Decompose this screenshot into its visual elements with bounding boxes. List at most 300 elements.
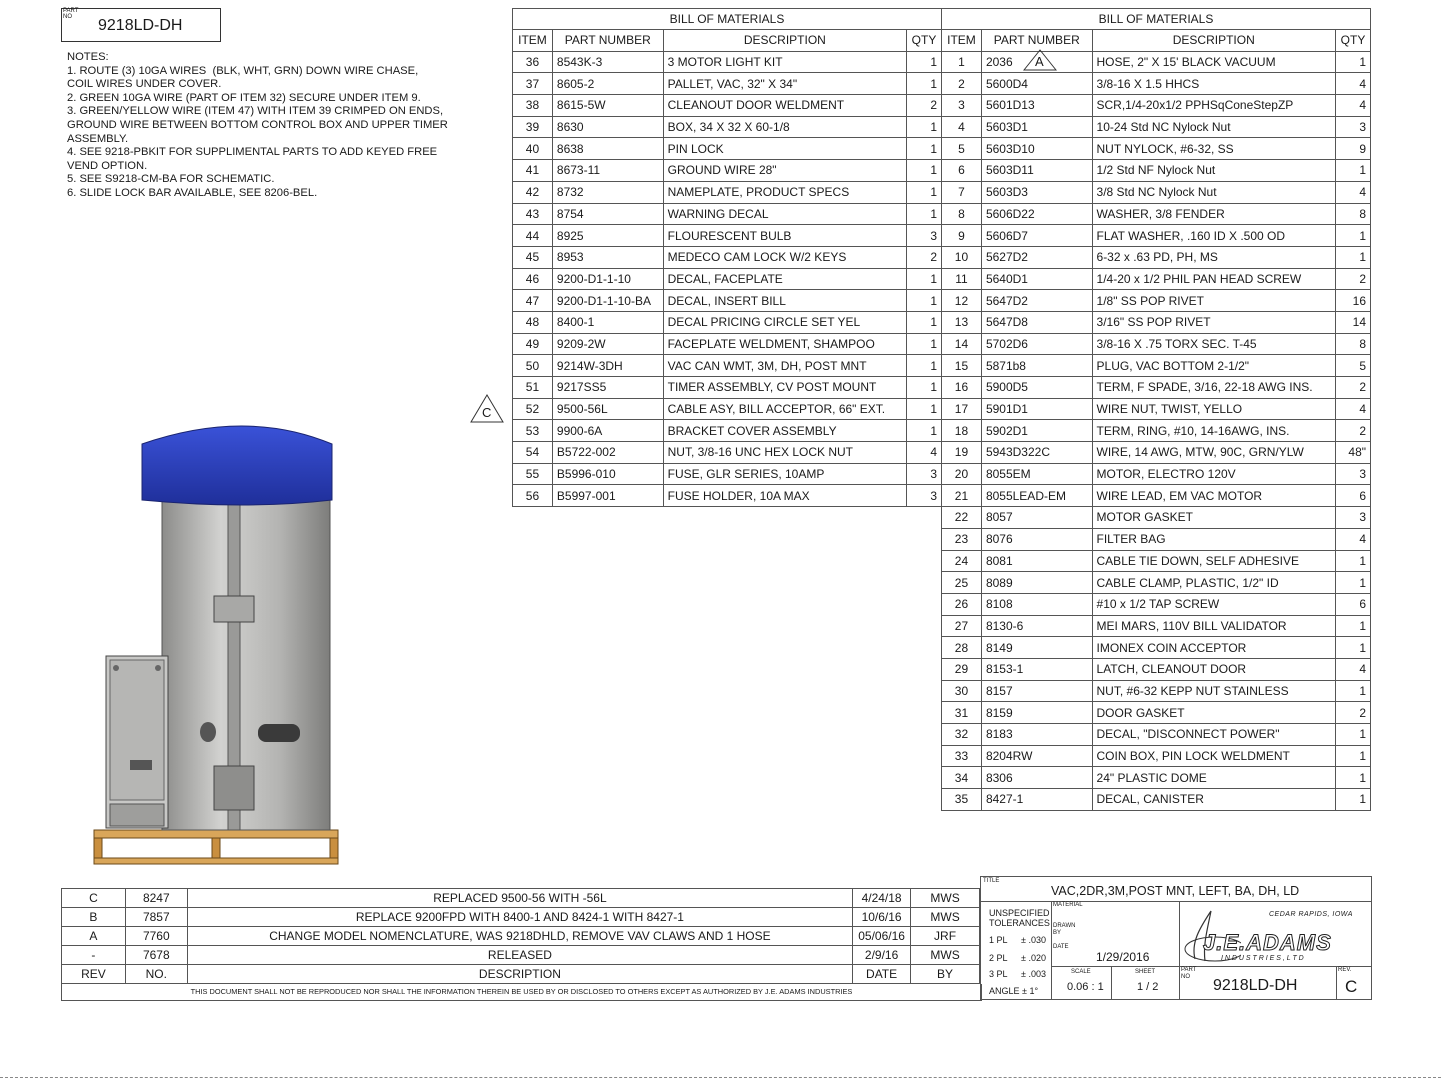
item-cell: 15 xyxy=(942,355,982,377)
description-cell: 3/8-16 X .75 TORX SEC. T-45 xyxy=(1092,333,1336,355)
bom-row xyxy=(942,138,1371,160)
part-no-label: PART NO xyxy=(1181,967,1197,980)
canister xyxy=(162,480,330,830)
rev-col-no: NO. xyxy=(125,965,187,984)
part-number-cell: 8630 xyxy=(552,116,663,138)
part-number-cell: 8057 xyxy=(981,507,1092,529)
description-cell: FLAT WASHER, .160 ID X .500 OD xyxy=(1092,225,1336,247)
qty-cell: 2 xyxy=(1336,420,1371,442)
description-cell: PALLET, VAC, 32" X 34" xyxy=(663,73,906,95)
qty-cell: 1 xyxy=(1336,615,1371,637)
item-cell: 53 xyxy=(513,420,553,442)
description-cell: SCR,1/4-20x1/2 PPHSqConeStepZP xyxy=(1092,95,1336,117)
rev-date-cell: 05/06/16 xyxy=(853,927,911,946)
control-box xyxy=(106,656,168,828)
item-cell: 18 xyxy=(942,420,982,442)
eco-number-cell: 8247 xyxy=(125,889,187,908)
bom-row xyxy=(942,290,1371,312)
confidentiality-footer: THIS DOCUMENT SHALL NOT BE REPRODUCED NOR SHALL THE INFORMATION THEREIN BE USED BY OR DISCLOSED TO OTHERS EXCEPT AS AUTHORIZED BY J.E. ADAMS INDUSTRIES xyxy=(61,984,982,1001)
description-cell: CABLE TIE DOWN, SELF ADHESIVE xyxy=(1092,550,1336,572)
description-cell: TIMER ASSEMBLY, CV POST MOUNT xyxy=(663,377,906,399)
revision-row xyxy=(62,889,980,908)
qty-cell: 14 xyxy=(1336,311,1371,333)
description-cell: HOSE, 2" X 15' BLACK VACUUM xyxy=(1092,51,1336,73)
description-cell: MOTOR, ELECTRO 120V xyxy=(1092,463,1336,485)
bom-row xyxy=(942,377,1371,399)
description-cell: FUSE HOLDER, 10A MAX xyxy=(663,485,906,507)
description-cell: NUT NYLOCK, #6-32, SS xyxy=(1092,138,1336,160)
revision-row xyxy=(62,908,980,927)
part-number-cell: 5640D1 xyxy=(981,268,1092,290)
description-cell: DECAL, CANISTER xyxy=(1092,789,1336,811)
part-number-cell: 5902D1 xyxy=(981,420,1092,442)
qty-cell: 3 xyxy=(907,463,942,485)
part-number-cell: 5603D11 xyxy=(981,160,1092,182)
qty-cell: 1 xyxy=(1336,789,1371,811)
part-number-cell: 8306 xyxy=(981,767,1092,789)
item-cell: 34 xyxy=(942,767,982,789)
bom-row xyxy=(942,203,1371,225)
bom-table-left xyxy=(512,8,942,507)
revision-row xyxy=(62,946,980,965)
qty-cell: 9 xyxy=(1336,138,1371,160)
description-cell: CABLE CLAMP, PLASTIC, 1/2" ID xyxy=(1092,572,1336,594)
part-number-cell: 9900-6A xyxy=(552,420,663,442)
item-cell: 50 xyxy=(513,355,553,377)
part-number-cell: 8183 xyxy=(981,724,1092,746)
col-description: DESCRIPTION xyxy=(663,30,906,52)
qty-cell: 1 xyxy=(907,420,942,442)
sheet-edge xyxy=(0,1077,1441,1078)
rev-date-cell: 4/24/18 xyxy=(853,889,911,908)
qty-cell: 16 xyxy=(1336,290,1371,312)
item-cell: 39 xyxy=(513,116,553,138)
item-cell: 20 xyxy=(942,463,982,485)
part-number-cell: 5603D3 xyxy=(981,181,1092,203)
notes-heading: NOTES: xyxy=(67,51,109,63)
rev-by-cell: MWS xyxy=(911,889,980,908)
description-cell: 3/8 Std NC Nylock Nut xyxy=(1092,181,1336,203)
revision-marker-c xyxy=(470,394,504,424)
description-cell: LATCH, CLEANOUT DOOR xyxy=(1092,658,1336,680)
bom-row xyxy=(942,442,1371,464)
rev-col-date: DATE xyxy=(853,965,911,984)
col-description: DESCRIPTION xyxy=(1092,30,1336,52)
bom-row xyxy=(513,203,942,225)
part-number-cell: 5647D2 xyxy=(981,290,1092,312)
qty-cell: 1 xyxy=(1336,246,1371,268)
part-number-cell: 8153-1 xyxy=(981,658,1092,680)
part-number-cell: 8081 xyxy=(981,550,1092,572)
bom-row xyxy=(942,181,1371,203)
item-cell: 11 xyxy=(942,268,982,290)
item-cell: 2 xyxy=(942,73,982,95)
note-item: 1. ROUTE (3) 10GA WIRES (BLK, WHT, GRN) DOWN WIRE CHASE, COIL WIRES UNDER COVER. xyxy=(67,64,419,91)
item-cell: 1 xyxy=(942,51,982,73)
tol-1pl-value: ± .030 xyxy=(1021,935,1046,945)
item-cell: 35 xyxy=(942,789,982,811)
bom-row xyxy=(942,507,1371,529)
qty-cell: 8 xyxy=(1336,203,1371,225)
qty-cell: 2 xyxy=(1336,702,1371,724)
part-number-cell: 8089 xyxy=(981,572,1092,594)
description-cell: MEDECO CAM LOCK W/2 KEYS xyxy=(663,246,906,268)
description-cell: FUSE, GLR SERIES, 10AMP xyxy=(663,463,906,485)
item-cell: 41 xyxy=(513,160,553,182)
part-number-cell: 8605-2 xyxy=(552,73,663,95)
bom-row xyxy=(513,420,942,442)
bom-caption: BILL OF MATERIALS xyxy=(942,9,1371,30)
qty-cell: 4 xyxy=(1336,658,1371,680)
item-cell: 19 xyxy=(942,442,982,464)
qty-cell: 1 xyxy=(1336,160,1371,182)
qty-cell: 1 xyxy=(907,203,942,225)
qty-cell: 1 xyxy=(907,51,942,73)
description-cell: GROUND WIRE 28" xyxy=(663,160,906,182)
part-number-cell: 8615-5W xyxy=(552,95,663,117)
qty-cell: 3 xyxy=(907,485,942,507)
drawn-by-label: DRAWN BY xyxy=(1053,923,1076,936)
description-cell: 1/4-20 x 1/2 PHIL PAN HEAD SCREW xyxy=(1092,268,1336,290)
revision-table xyxy=(61,888,980,984)
bom-row xyxy=(513,73,942,95)
item-cell: 30 xyxy=(942,680,982,702)
revision-body xyxy=(62,889,980,965)
bom-row xyxy=(942,398,1371,420)
bom-row xyxy=(942,789,1371,811)
part-number-box xyxy=(61,8,221,42)
bom-row xyxy=(513,268,942,290)
bom-row xyxy=(942,463,1371,485)
qty-cell: 1 xyxy=(907,181,942,203)
bom-row xyxy=(942,73,1371,95)
part-number-cell: 8055EM xyxy=(981,463,1092,485)
item-cell: 55 xyxy=(513,463,553,485)
item-cell: 45 xyxy=(513,246,553,268)
rev-cell: - xyxy=(62,946,126,965)
part-number-cell: 9214W-3DH xyxy=(552,355,663,377)
rev-cell: C xyxy=(62,889,126,908)
item-cell: 16 xyxy=(942,377,982,399)
bom-row xyxy=(513,355,942,377)
item-cell: 43 xyxy=(513,203,553,225)
description-cell: 10-24 Std NC Nylock Nut xyxy=(1092,116,1336,138)
description-cell: COIN BOX, PIN LOCK WELDMENT xyxy=(1092,745,1336,767)
description-cell: DECAL, "DISCONNECT POWER" xyxy=(1092,724,1336,746)
description-cell: PLUG, VAC BOTTOM 2-1/2" xyxy=(1092,355,1336,377)
item-cell: 49 xyxy=(513,333,553,355)
rev-by-cell: JRF xyxy=(911,927,980,946)
part-number-cell: 8400-1 xyxy=(552,311,663,333)
item-cell: 33 xyxy=(942,745,982,767)
item-cell: 3 xyxy=(942,95,982,117)
qty-cell: 4 xyxy=(1336,181,1371,203)
qty-cell: 1 xyxy=(1336,680,1371,702)
description-cell: CLEANOUT DOOR WELDMENT xyxy=(663,95,906,117)
bom-row xyxy=(942,160,1371,182)
item-cell: 9 xyxy=(942,225,982,247)
qty-cell: 1 xyxy=(1336,724,1371,746)
title-label: TITLE xyxy=(983,878,1000,884)
item-cell: 40 xyxy=(513,138,553,160)
bom-row xyxy=(513,181,942,203)
eco-number-cell: 7857 xyxy=(125,908,187,927)
description-cell: MEI MARS, 110V BILL VALIDATOR xyxy=(1092,615,1336,637)
note-item: 2. GREEN 10GA WIRE (PART OF ITEM 32) SECURE UNDER ITEM 9. xyxy=(67,91,421,104)
col-part-number: PART NUMBER xyxy=(552,30,663,52)
qty-cell: 3 xyxy=(907,225,942,247)
company-sub: I N D U S T R I E S , L T D xyxy=(1221,955,1304,962)
item-cell: 8 xyxy=(942,203,982,225)
item-cell: 12 xyxy=(942,290,982,312)
item-cell: 27 xyxy=(942,615,982,637)
bom-row xyxy=(513,246,942,268)
item-cell: 21 xyxy=(942,485,982,507)
bom-row xyxy=(513,398,942,420)
bom-row xyxy=(942,724,1371,746)
col-item: ITEM xyxy=(942,30,982,52)
qty-cell: 4 xyxy=(1336,95,1371,117)
qty-cell: 4 xyxy=(1336,398,1371,420)
item-cell: 5 xyxy=(942,138,982,160)
tol-2pl-value: ± .020 xyxy=(1021,953,1046,963)
description-cell: NUT, 3/8-16 UNC HEX LOCK NUT xyxy=(663,442,906,464)
item-cell: 47 xyxy=(513,290,553,312)
item-cell: 36 xyxy=(513,51,553,73)
bom-row xyxy=(513,116,942,138)
col-qty: QTY xyxy=(1336,30,1371,52)
rev-col-by: BY xyxy=(911,965,980,984)
drawing-date: 1/29/2016 xyxy=(1096,950,1150,964)
bom-row xyxy=(942,311,1371,333)
part-number-cell: 8159 xyxy=(981,702,1092,724)
bom-row xyxy=(513,377,942,399)
item-cell: 23 xyxy=(942,528,982,550)
qty-cell: 48" xyxy=(1336,442,1371,464)
rev-description-cell: CHANGE MODEL NOMENCLATURE, WAS 9218DHLD, REMOVE VAV CLAWS AND 1 HOSE xyxy=(187,927,852,946)
rev-description-cell: REPLACE 9200FPD WITH 8400-1 AND 8424-1 WITH 8427-1 xyxy=(187,908,852,927)
bom-row xyxy=(942,51,1371,73)
qty-cell: 1 xyxy=(907,377,942,399)
qty-cell: 4 xyxy=(1336,528,1371,550)
item-cell: 4 xyxy=(942,116,982,138)
qty-cell: 1 xyxy=(907,398,942,420)
item-cell: 28 xyxy=(942,637,982,659)
item-cell: 56 xyxy=(513,485,553,507)
description-cell: DECAL, INSERT BILL xyxy=(663,290,906,312)
marker-a-label: A xyxy=(1035,54,1044,69)
description-cell: FILTER BAG xyxy=(1092,528,1336,550)
sheet-value: 1 / 2 xyxy=(1137,981,1159,993)
description-cell: WARNING DECAL xyxy=(663,203,906,225)
description-cell: DECAL, FACEPLATE xyxy=(663,268,906,290)
description-cell: FLOURESCENT BULB xyxy=(663,225,906,247)
part-number-cell: 5606D22 xyxy=(981,203,1092,225)
scale-value: 0.06 : 1 xyxy=(1067,981,1104,993)
revision-marker-a xyxy=(1023,49,1057,71)
bom-row xyxy=(513,51,942,73)
qty-cell: 1 xyxy=(907,116,942,138)
bom-row xyxy=(513,333,942,355)
part-number-cell: 8157 xyxy=(981,680,1092,702)
rev-col-rev: REV xyxy=(62,965,126,984)
description-cell: TERM, RING, #10, 14-16AWG, INS. xyxy=(1092,420,1336,442)
item-cell: 54 xyxy=(513,442,553,464)
qty-cell: 4 xyxy=(1336,73,1371,95)
eco-number-cell: 7760 xyxy=(125,927,187,946)
bom-row xyxy=(942,116,1371,138)
bom-row xyxy=(942,593,1371,615)
rev-cell: A xyxy=(62,927,126,946)
qty-cell: 1 xyxy=(1336,745,1371,767)
description-cell: CABLE ASY, BILL ACCEPTOR, 66" EXT. xyxy=(663,398,906,420)
item-cell: 22 xyxy=(942,507,982,529)
description-cell: WIRE, 14 AWG, MTW, 90C, GRN/YLW xyxy=(1092,442,1336,464)
part-number-cell: 8754 xyxy=(552,203,663,225)
part-number-cell: 8953 xyxy=(552,246,663,268)
note-item: 3. GREEN/YELLOW WIRE (ITEM 47) WITH ITEM 39 CRIMPED ON ENDS, GROUND WIRE BETWEEN BOTTOM CONTROL BOX AND UPPER TIMER ASSEMBLY. xyxy=(67,105,448,145)
scale-label: SCALE xyxy=(1071,969,1091,975)
bom-row xyxy=(942,550,1371,572)
part-number-cell: 8638 xyxy=(552,138,663,160)
part-number-cell: 5901D1 xyxy=(981,398,1092,420)
part-number-cell: 8543K-3 xyxy=(552,51,663,73)
qty-cell: 1 xyxy=(907,311,942,333)
description-cell: WIRE LEAD, EM VAC MOTOR xyxy=(1092,485,1336,507)
bom-row xyxy=(942,745,1371,767)
bom-caption: BILL OF MATERIALS xyxy=(513,9,942,30)
qty-cell: 1 xyxy=(907,73,942,95)
qty-cell: 1 xyxy=(1336,637,1371,659)
item-cell: 29 xyxy=(942,658,982,680)
qty-cell: 4 xyxy=(907,442,942,464)
eco-number-cell: 7678 xyxy=(125,946,187,965)
part-number-cell: 8925 xyxy=(552,225,663,247)
bom-row xyxy=(942,637,1371,659)
bom-row xyxy=(942,485,1371,507)
rev-cell: B xyxy=(62,908,126,927)
rev-date-cell: 2/9/16 xyxy=(853,946,911,965)
qty-cell: 1 xyxy=(1336,767,1371,789)
part-number-cell: 9200-D1-1-10-BA xyxy=(552,290,663,312)
item-cell: 7 xyxy=(942,181,982,203)
description-cell: 24" PLASTIC DOME xyxy=(1092,767,1336,789)
qty-cell: 1 xyxy=(907,160,942,182)
revision-row xyxy=(62,927,980,946)
rev-description-cell: RELEASED xyxy=(187,946,852,965)
qty-cell: 2 xyxy=(907,95,942,117)
qty-cell: 5 xyxy=(1336,355,1371,377)
notes xyxy=(67,51,497,201)
item-cell: 44 xyxy=(513,225,553,247)
description-cell: VAC CAN WMT, 3M, DH, POST MNT xyxy=(663,355,906,377)
rev-description-cell: REPLACED 9500-56 WITH -56L xyxy=(187,889,852,908)
description-cell: DOOR GASKET xyxy=(1092,702,1336,724)
item-cell: 25 xyxy=(942,572,982,594)
part-number-cell: 8204RW xyxy=(981,745,1092,767)
part-number-cell: B5722-002 xyxy=(552,442,663,464)
qty-cell: 1 xyxy=(907,355,942,377)
title-part-number: 9218LD-DH xyxy=(1213,977,1298,994)
bom-row xyxy=(513,138,942,160)
note-item: 5. SEE S9218-CM-BA FOR SCHEMATIC. xyxy=(67,173,275,186)
bom-row xyxy=(513,311,942,333)
description-cell: 3/16" SS POP RIVET xyxy=(1092,311,1336,333)
part-number-cell: 8673-11 xyxy=(552,160,663,182)
qty-cell: 1 xyxy=(907,290,942,312)
company-name: J.E.ADAMS xyxy=(1203,930,1332,955)
qty-cell: 1 xyxy=(907,333,942,355)
part-number-cell: 5647D8 xyxy=(981,311,1092,333)
rev-by-cell: MWS xyxy=(911,946,980,965)
part-number-cell: 5601D13 xyxy=(981,95,1092,117)
bom-row xyxy=(942,702,1371,724)
note-item: 6. SLIDE LOCK BAR AVAILABLE, SEE 8206-BEL. xyxy=(67,186,318,199)
part-number-cell: 5900D5 xyxy=(981,377,1092,399)
qty-cell: 3 xyxy=(1336,507,1371,529)
bom-row xyxy=(513,95,942,117)
tol-3pl: 3 PL xyxy=(989,969,1008,979)
item-cell: 17 xyxy=(942,398,982,420)
description-cell: 3/8-16 X 1.5 HHCS xyxy=(1092,73,1336,95)
part-no-label: PART NO xyxy=(63,8,79,20)
description-cell: BOX, 34 X 32 X 60-1/8 xyxy=(663,116,906,138)
bom-row xyxy=(942,767,1371,789)
qty-cell: 8 xyxy=(1336,333,1371,355)
part-number-cell: 9209-2W xyxy=(552,333,663,355)
part-number-cell: 5606D7 xyxy=(981,225,1092,247)
qty-cell: 1 xyxy=(907,268,942,290)
bom-row xyxy=(513,160,942,182)
qty-cell: 6 xyxy=(1336,485,1371,507)
qty-cell: 1 xyxy=(1336,51,1371,73)
qty-cell: 1 xyxy=(907,138,942,160)
part-number-cell: B5996-010 xyxy=(552,463,663,485)
part-number-cell: 5600D4 xyxy=(981,73,1092,95)
part-number-cell: 8055LEAD-EM xyxy=(981,485,1092,507)
description-cell: IMONEX COIN ACCEPTOR xyxy=(1092,637,1336,659)
item-cell: 14 xyxy=(942,333,982,355)
part-number-cell: 8130-6 xyxy=(981,615,1092,637)
material-label: MATERIAL xyxy=(1053,902,1083,908)
item-cell: 48 xyxy=(513,311,553,333)
item-cell: 26 xyxy=(942,593,982,615)
bom-row xyxy=(513,463,942,485)
description-cell: 3 MOTOR LIGHT KIT xyxy=(663,51,906,73)
bom-row xyxy=(942,420,1371,442)
rev-date-cell: 10/6/16 xyxy=(853,908,911,927)
qty-cell: 3 xyxy=(1336,463,1371,485)
item-cell: 52 xyxy=(513,398,553,420)
description-cell: TERM, F SPADE, 3/16, 22-18 AWG INS. xyxy=(1092,377,1336,399)
date-label: DATE xyxy=(1053,944,1069,950)
title-block xyxy=(980,876,1372,1000)
bom-row xyxy=(942,225,1371,247)
item-cell: 46 xyxy=(513,268,553,290)
bom-row xyxy=(942,572,1371,594)
title-rev: C xyxy=(1345,977,1358,996)
item-cell: 31 xyxy=(942,702,982,724)
part-number-cell: 9200-D1-1-10 xyxy=(552,268,663,290)
note-item: 4. SEE 9218-PBKIT FOR SUPPLIMENTAL PARTS TO ADD KEYED FREE VEND OPTION. xyxy=(67,146,438,172)
rev-label: REV. xyxy=(1338,967,1352,973)
description-cell: 1/8" SS POP RIVET xyxy=(1092,290,1336,312)
description-cell: WIRE NUT, TWIST, YELLO xyxy=(1092,398,1336,420)
item-cell: 51 xyxy=(513,377,553,399)
part-number-cell: 5702D6 xyxy=(981,333,1092,355)
description-cell: PIN LOCK xyxy=(663,138,906,160)
bom-row xyxy=(942,658,1371,680)
